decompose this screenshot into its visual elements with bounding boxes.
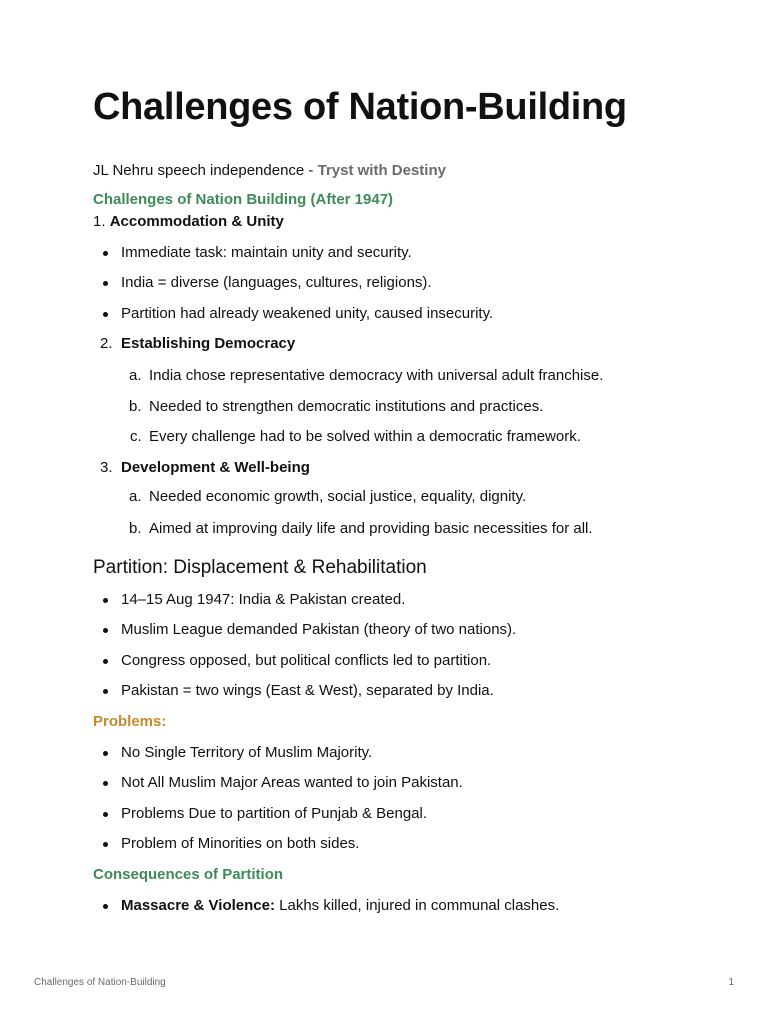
list-item-text: Needed economic growth, social justice, equality, dignity. [149, 488, 527, 505]
list-item-text [121, 896, 559, 916]
bullet-icon [103, 281, 108, 286]
bullet-icon [103, 251, 108, 256]
item2-label: Establishing Democracy [121, 335, 296, 352]
bullet-icon [103, 904, 108, 909]
sub-marker: c. [130, 428, 142, 445]
page-title: Challenges of Nation-Building [93, 86, 627, 128]
bullet-icon [103, 689, 108, 694]
item1-heading [93, 212, 284, 232]
list-item-text: No Single Territory of Muslim Majority. [121, 744, 373, 761]
sub-marker: a. [129, 488, 142, 505]
bullet-icon [103, 781, 108, 786]
sub-marker: b. [129, 398, 142, 415]
problems-heading: Problems: [93, 713, 167, 730]
bullet-icon [103, 628, 108, 633]
item1-label: Accommodation & Unity [109, 213, 284, 230]
list-item-text: Muslim League demanded Pakistan (theory of two nations). [121, 621, 517, 638]
consequences-heading: Consequences of Partition [93, 866, 284, 883]
partition-heading: Partition: Displacement & Rehabilitation [93, 557, 427, 578]
list-item-text: Partition had already weakened unity, caused insecurity. [121, 305, 494, 322]
list-item-text: Immediate task: maintain unity and security. [121, 244, 412, 261]
footer-title: Challenges of Nation-Building [34, 977, 166, 988]
bullet-icon [103, 312, 108, 317]
item1-marker: 1. [93, 213, 106, 230]
list-item-text: Not All Muslim Major Areas wanted to join Pakistan. [121, 774, 463, 791]
list-item-text: India chose representative democracy with universal adult franchise. [149, 367, 604, 384]
intro-highlight: Tryst with Destiny [317, 162, 446, 179]
list-item-text: Aimed at improving daily life and providing basic necessities for all. [149, 520, 593, 537]
list-item-text: India = diverse (languages, cultures, religions). [121, 274, 432, 291]
list-item-text: Needed to strengthen democratic institutions and practices. [149, 398, 544, 415]
list-item-text: Congress opposed, but political conflicts led to partition. [121, 652, 492, 669]
list-item-text: Problems Due to partition of Punjab & Bengal. [121, 805, 428, 822]
consequence-label: Massacre & Violence: [121, 897, 275, 914]
page-number: 1 [728, 977, 734, 988]
bullet-icon [103, 598, 108, 603]
item3-label: Development & Well-being [121, 459, 310, 476]
item2-marker: 2. [100, 335, 113, 352]
bullet-icon [103, 812, 108, 817]
bullet-icon [103, 842, 108, 847]
bullet-icon [103, 751, 108, 756]
sub-marker: b. [129, 520, 142, 537]
sub-marker: a. [129, 367, 142, 384]
list-item-text: 14–15 Aug 1947: India & Pakistan created. [121, 591, 406, 608]
item3-marker: 3. [100, 459, 113, 476]
challenges-heading: Challenges of Nation Building (After 1947) [93, 191, 394, 208]
list-item-text: Every challenge had to be solved within a democratic framework. [149, 428, 581, 445]
bullet-icon [103, 659, 108, 664]
intro-line [93, 161, 446, 181]
intro-prefix: JL Nehru speech independence - [93, 162, 318, 179]
list-item-text: Pakistan = two wings (East & West), separated by India. [121, 682, 494, 699]
consequence-text: Lakhs killed, injured in communal clashes. [274, 897, 560, 914]
list-item-text: Problem of Minorities on both sides. [121, 835, 360, 852]
